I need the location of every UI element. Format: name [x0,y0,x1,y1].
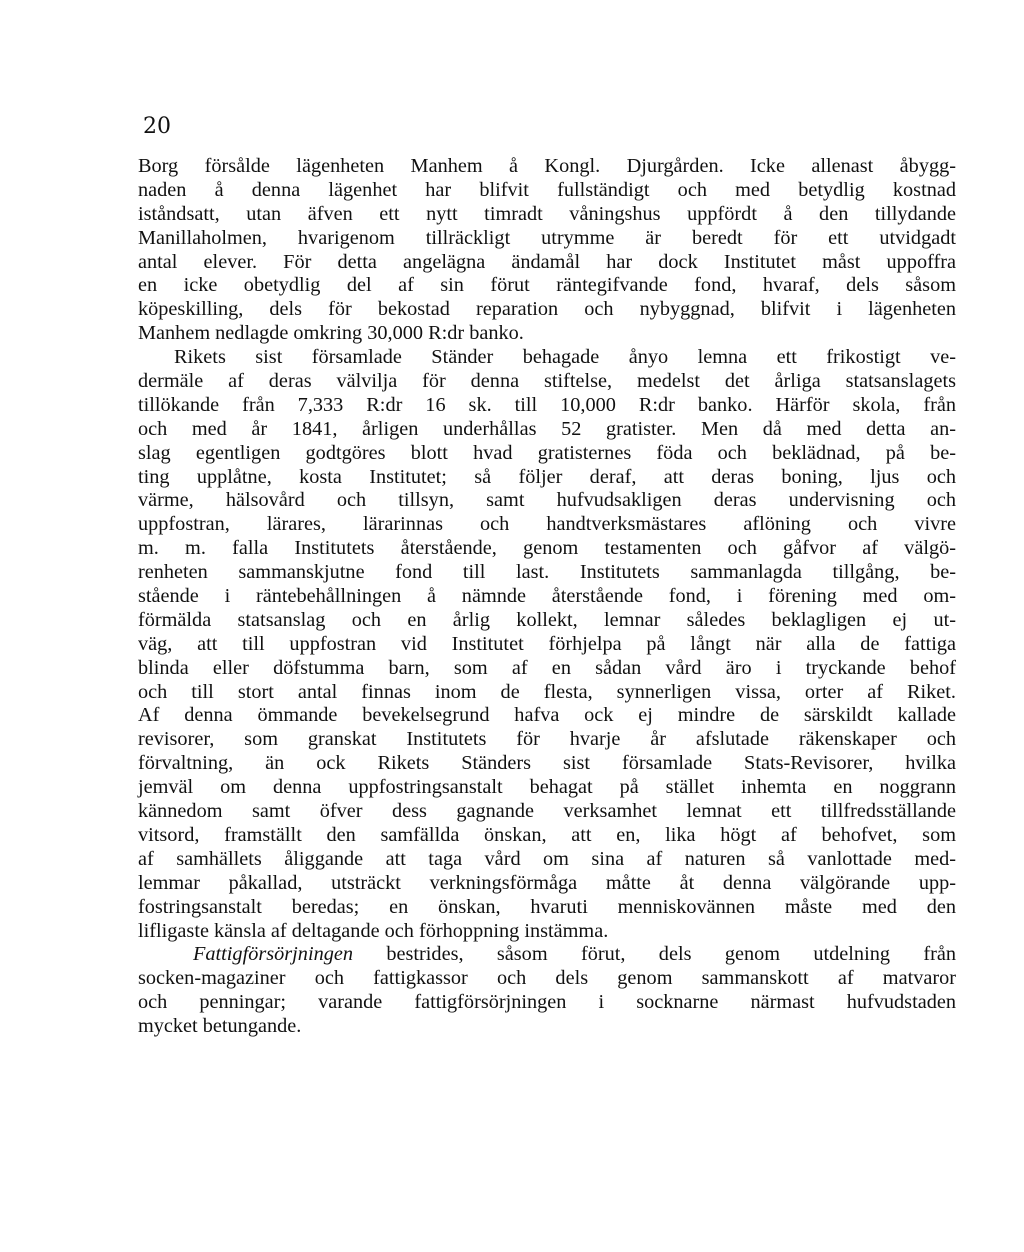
text-line: Borg försålde lägenheten Manhem å Kongl. Djurgården. Icke allenast åbygg- [138,155,956,177]
text-line: revisorer, som granskat Institutets för hvarje år afslutade räkenskaper och [138,728,956,751]
text-line: Rikets sist församlade Ständer behagade ånyo lemna ett frikostigt ve- [174,346,956,369]
text-line: köpeskilling, dels för bekostad reparation och nybyggnad, blifvit i lägenheten [138,298,956,321]
text-line: tillökande från 7,333 R:dr 16 sk. till 10,000 R:dr banko. Härför skola, från [138,393,956,416]
text-line: Fattigförsörjningen bestrides, såsom förut, dels genom utdelning från [193,943,956,966]
text-line: dermäle af deras välvilja för denna stiftelse, medelst det årliga statsanslagets [138,370,956,393]
text-line: kännedom samt öfver dess gagnande verksamhet lemnat ett tillfredsställande [138,800,956,823]
text-line: Manhem nedlagde omkring 30,000 R:dr banko. [138,322,524,345]
text-line: blinda eller döfstumma barn, som af en sådan vård äro i tryckande behof [138,656,956,679]
text-line: ting upplåtne, kosta Institutet; så följer deraf, att deras boning, ljus och [138,465,956,488]
text-line: Af denna ömmande bevekelsegrund hafva ock ej mindre de särskildt kallade [138,704,956,727]
text-line: förvaltning, än ock Rikets Ständers sist församlade Stats-Revisorer, hvilka [138,752,956,775]
text-line: lifligaste känsla af deltagande och förhoppning instämma. [138,919,609,942]
text-line: uppfostran, lärares, lärarinnas och handtverksmästares aflöning och vivre [138,513,956,536]
text-line: Manillaholmen, hvarigenom tillräckligt utrymme är beredt för ett utvidgadt [138,226,956,249]
text-line: väg, att till uppfostran vid Institutet förhjelpa på långt när alla de fattiga [138,632,956,655]
text-line: stående i räntebehållningen å nämnde återstående fond, i förening med om- [138,585,956,608]
text-line: naden å denna lägenhet har blifvit fullständigt och med betydlig kostnad [138,178,956,201]
text-line: en icke obetydlig del af sin förut räntegifvande fond, hvaraf, dels såsom [138,274,956,297]
text-line: och penningar; varande fattigförsörjningen i socknarne närmast hufvudstaden [138,991,956,1014]
text-line: slag egentligen godtgöres blott hvad gratisternes föda och beklädnad, på be- [138,441,956,464]
text-line: m. m. falla Institutets återstående, genom testamenten och gåfvor af välgö- [138,537,956,560]
body-text [138,155,956,1039]
text-line: jemväl om denna uppfostringsanstalt behagat på stället inhemta en noggrann [138,776,956,799]
text-line: och till stort antal finnas inom de flesta, synnerligen vissa, orter af Riket. [138,680,956,703]
text-line: renheten sammanskjutne fond till last. Institutets sammanlagda tillgång, be- [138,561,956,584]
text-line: af samhällets åliggande att taga vård om sina af naturen så vanlottade med- [138,847,956,870]
text-line: förmälda statsanslag och en årlig kollekt, lemnar således beklagligen ej ut- [138,608,956,631]
page-number: 20 [143,114,171,139]
italic-term: Fattigförsörjningen [193,943,354,966]
text-line: och med år 1841, årligen underhållas 52 gratister. Men då med detta an- [138,417,956,440]
text-line: antal elever. För detta angelägna ändamål har dock Institutet måst uppoffra [138,250,956,273]
text-line: vitsord, framställt den samfällda önskan, att en, lika högt af behofvet, som [138,823,956,846]
text-line: mycket betungande. [138,1015,302,1038]
text-line: fostringsanstalt beredas; en önskan, hvaruti menniskovännen måste med den [138,895,956,918]
text-line: socken-magaziner och fattigkassor och dels genom sammanskott af matvaror [138,967,956,990]
text-line: iståndsatt, utan äfven ett nytt timradt våningshus uppfördt å den tillydande [138,202,956,225]
text-line: värme, hälsovård och tillsyn, samt hufvudsakligen deras undervisning och [138,489,956,512]
text-line: lemmar påkallad, utsträckt verkningsförmåga måtte åt denna välgörande upp- [138,871,956,894]
